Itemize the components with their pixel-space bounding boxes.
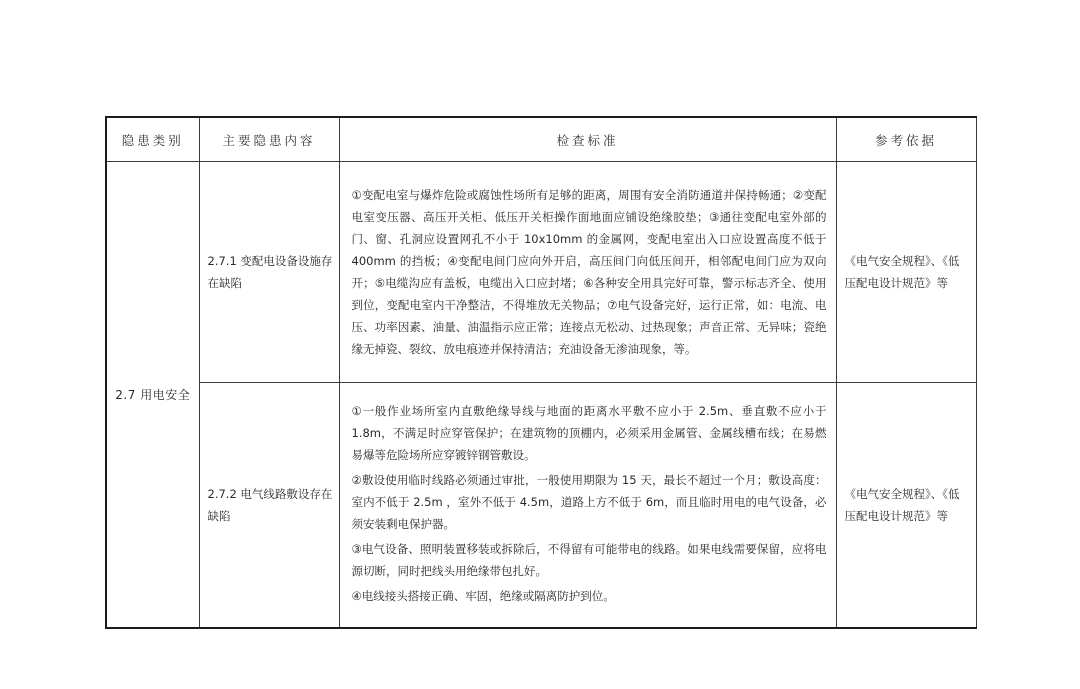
header-reference: 参考依据 xyxy=(836,117,976,162)
hazard-item-cell: 2.7.2 电气线路敷设存在缺陷 xyxy=(199,383,339,629)
standard-cell xyxy=(339,383,836,629)
standard-paragraph: ④电线接头搭接正确、牢固，绝缘或隔离防护到位。 xyxy=(351,589,615,603)
table-row xyxy=(106,162,976,383)
standard-paragraph: ②敷设使用临时线路必须通过审批，一般使用期限为 15 天，最长不超过一个月；敷设高度：室内不低于 2.5m ，室外不低于 4.5m，道路上方不低于 6m，而且临时用电的电气设备，必须安装剩电保护器。 xyxy=(351,473,827,531)
category-cell: 2.7 用电安全 xyxy=(106,162,199,629)
standard-text: ①变配电室与爆炸危险或腐蚀性场所有足够的距离，周围有安全消防通道并保持畅通；②变配电室变压器、高压开关柜、低压开关柜操作面地面应铺设绝缘胶垫；③通往变配电室外部的门、窗、孔洞应设置网孔不小于 10x10mm 的金属网，变配电室出入口应设置高度不低于 400mm 的挡板；④变配电间门应向外开启，高压间门向低压间开，相邻配电间门应为双向开；⑤电缆沟应有盖板，电缆出入口应封堵；⑥各种安全用具完好可靠，警示标志齐全、使用到位，变配电室内干净整洁，不得堆放无关物品；⑦电气设备完好，运行正常，如：电流、电压、功率因素、油量、油温指示应正常；连接点无松动、过热现象；声音正常、无异味；瓷绝缘无掉瓷、裂纹、放电痕迹并保持清洁；充油设备无渗油现象，等。 xyxy=(351,188,827,356)
reference-cell: 《电气安全规程》、《低压配电设计规范》等 xyxy=(836,383,976,629)
reference-cell: 《电气安全规程》、《低压配电设计规范》等 xyxy=(836,162,976,383)
header-main-hazard: 主要隐患内容 xyxy=(199,117,339,162)
standard-cell xyxy=(339,162,836,383)
standard-paragraph: ①一般作业场所室内直敷绝缘导线与地面的距离水平敷不应小于 2.5m、垂直敷不应小于 1.8m，不满足时应穿管保护；在建筑物的顶棚内，必须采用金属管、金属线槽布线；在易燃易爆等危险场所应穿镀锌钢管敷设。 xyxy=(351,404,827,462)
hazard-item-cell: 2.7.1 变配电设备设施存在缺陷 xyxy=(199,162,339,383)
table-header-row xyxy=(106,117,976,162)
hazard-inspection-table xyxy=(105,116,977,629)
header-category: 隐患类别 xyxy=(106,117,199,162)
header-standard: 检查标准 xyxy=(339,117,836,162)
standard-paragraph: ③电气设备、照明装置移装或拆除后，不得留有可能带电的线路。如果电线需要保留，应将电源切断，同时把线头用绝缘带包扎好。 xyxy=(351,542,827,578)
table-row xyxy=(106,383,976,629)
